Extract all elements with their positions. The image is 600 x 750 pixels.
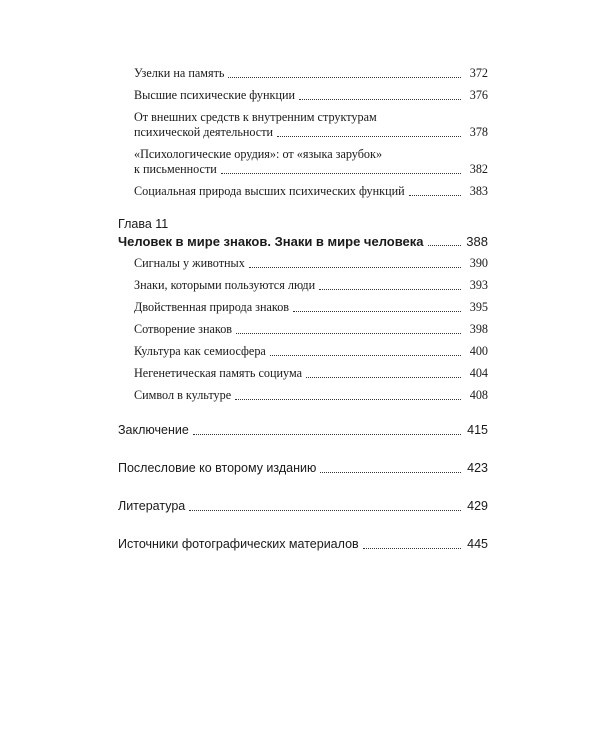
dot-leader [236,333,461,334]
toc-entry-page: 404 [469,366,488,380]
dot-leader [277,136,461,137]
section-page: 445 [467,537,488,551]
dot-leader [235,399,461,400]
dot-leader [320,472,461,473]
chapter-entry [118,234,488,249]
toc-entry [118,88,488,103]
toc-entry-title: Культура как семиосфера [134,344,266,358]
toc-entry [118,344,488,359]
toc-entry-title-line1: От внешних средств к внутренним структурам [134,110,377,124]
toc-entry-page: 390 [469,256,488,270]
dot-leader [293,311,461,312]
toc-entry-page: 408 [469,388,488,402]
section-entry [118,499,488,514]
toc-entry [118,162,488,177]
table-of-contents [118,66,488,575]
section-entry [118,423,488,438]
toc-entry-page: 393 [469,278,488,292]
toc-entry-title: Сигналы у животных [134,256,245,270]
toc-entry-page: 398 [469,322,488,336]
pre-entries [118,66,488,199]
toc-entry [118,125,488,140]
toc-entry-title-line2: психической деятельности [134,125,274,139]
toc-entry [118,366,488,381]
dot-leader [193,434,461,435]
toc-entry [118,66,488,81]
dot-leader [363,548,461,549]
toc-entry [118,184,488,199]
section-title: Источники фотографических материалов [118,537,359,551]
dot-leader [319,289,461,290]
toc-entry-title: Символ в культуре [134,388,232,402]
section-title: Литература [118,499,186,513]
toc-entry-page: 395 [469,300,488,314]
section-title: Заключение [118,423,189,437]
toc-entry-page: 383 [469,184,488,198]
toc-entry-title: Социальная природа высших психических функций [134,184,405,198]
toc-entry-title: Узелки на память [134,66,225,80]
toc-entry-page: 382 [469,162,488,176]
dot-leader [409,195,461,196]
toc-entry-page: 378 [469,125,488,139]
toc-entry [118,256,488,271]
toc-entry [118,278,488,293]
toc-entry [118,300,488,315]
toc-entry [118,388,488,403]
dot-leader [299,99,461,100]
toc-entry-page: 376 [469,88,488,102]
toc-entry-title: Двойственная природа знаков [134,300,290,314]
dot-leader [249,267,461,268]
section-page: 429 [467,499,488,513]
toc-entry-title: Высшие психические функции [134,88,296,102]
toc-entry-line1 [118,110,488,125]
dot-leader [270,355,461,356]
section-page: 415 [467,423,488,437]
dot-leader [428,245,461,246]
toc-entry [118,322,488,337]
dot-leader [306,377,461,378]
toc-entry-title: Негенетическая память социума [134,366,302,380]
dot-leader [189,510,461,511]
chapter-label: Глава 11 [118,217,169,231]
section-page: 423 [467,461,488,475]
toc-entry-page: 400 [469,344,488,358]
toc-entry-title-line2: к письменности [134,162,217,176]
chapter-entries [118,256,488,403]
toc-entry-page: 372 [469,66,488,80]
section-entry [118,461,488,476]
dot-leader [228,77,461,78]
toc-entry-title: Знаки, которыми пользуются люди [134,278,316,292]
dot-leader [221,173,461,174]
chapter-title: Человек в мире знаков. Знаки в мире человека [118,234,424,249]
section-entry [118,537,488,552]
toc-entry-title-line1: «Психологические орудия»: от «языка зарубок» [134,147,383,161]
section-title: Послесловие ко второму изданию [118,461,317,475]
toc-entry-title: Сотворение знаков [134,322,233,336]
toc-entry-line1 [118,147,488,162]
back-matter-sections [118,423,488,575]
chapter-page: 388 [466,234,488,249]
